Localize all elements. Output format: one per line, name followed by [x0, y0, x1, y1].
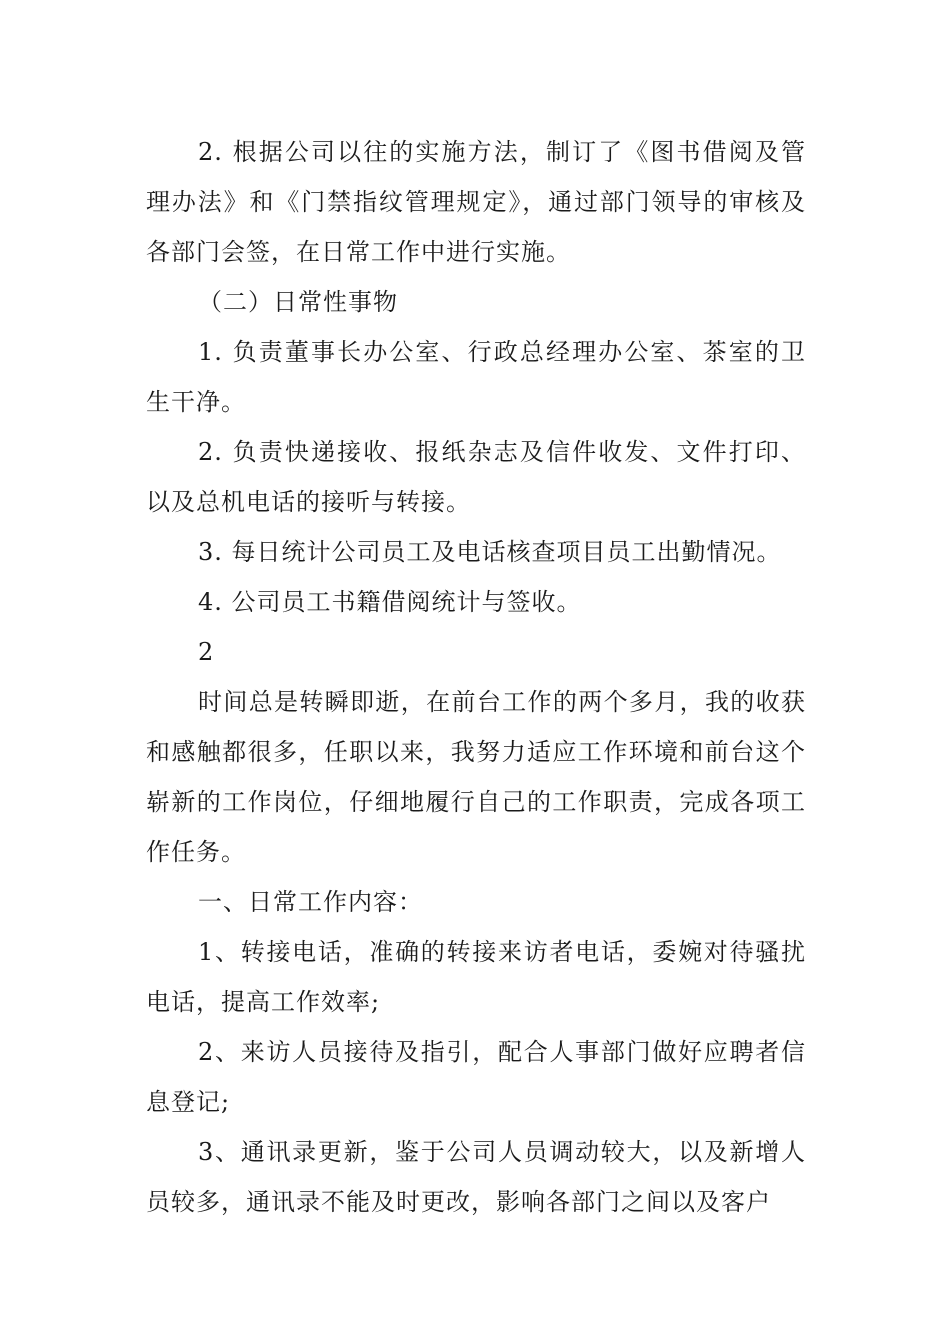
paragraph-item4-books: 4. 公司员工书籍借阅统计与签收。	[198, 588, 582, 616]
paragraph-item3-attendance: 3. 每日统计公司员工及电话核查项目员工出勤情况。	[198, 538, 782, 566]
paragraph-work2-visitors: 2、来访人员接待及指引，配合人事部门做好应聘者信息登记;	[146, 1038, 806, 1116]
section-heading-daily-affairs: （二）日常性事物	[198, 288, 398, 316]
paragraph-item1-cleaning: 1. 负责董事长办公室、行政总经理办公室、茶室的卫生干净。	[146, 338, 806, 416]
paragraph-item2-regulations: 2. 根据公司以往的实施方法，制订了《图书借阅及管理办法》和《门禁指纹管理规定》，通过部门领导的审核及各部门会签，在日常工作中进行实施。	[146, 138, 806, 266]
paragraph-intro: 时间总是转瞬即逝，在前台工作的两个多月，我的收获和感触都很多，任职以来，我努力适应工作环境和前台这个崭新的工作岗位，仔细地履行自己的工作职责，完成各项工作任务。	[146, 688, 806, 866]
paragraph-work1-phone: 1、转接电话，准确的转接来访者电话，委婉对待骚扰电话，提高工作效率;	[146, 938, 806, 1016]
document-body	[146, 127, 806, 1227]
paragraph-work3-directory: 3、通讯录更新，鉴于公司人员调动较大，以及新增人员较多，通讯录不能及时更改，影响各部门之间以及客户	[146, 1138, 806, 1216]
section-number: 2	[198, 638, 215, 666]
paragraph-item2-mail: 2. 负责快递接收、报纸杂志及信件收发、文件打印、以及总机电话的接听与转接。	[146, 438, 806, 516]
section-heading-daily-work: 一、日常工作内容：	[198, 888, 423, 916]
